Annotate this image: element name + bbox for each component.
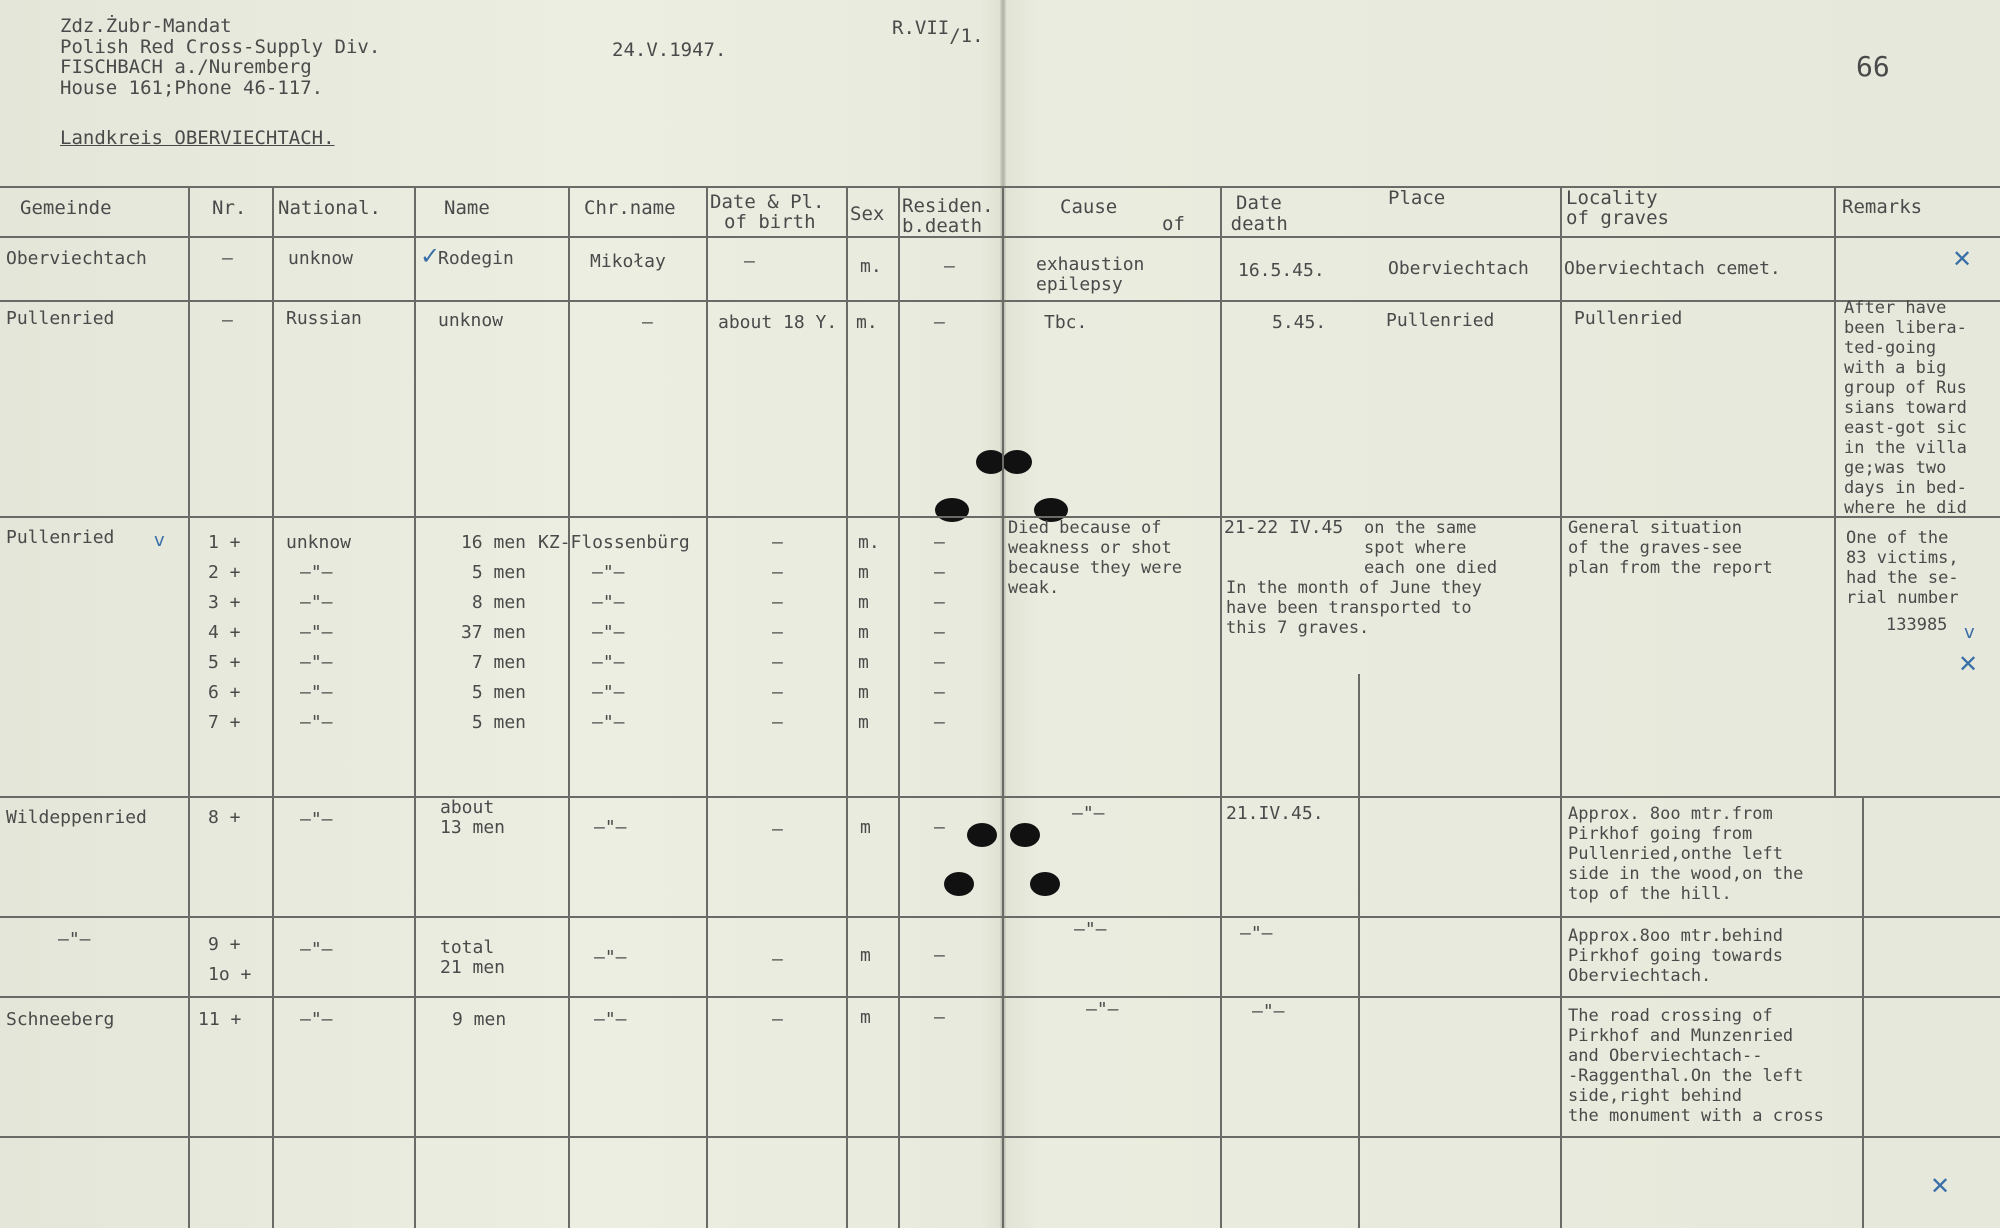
cell-birth: – [772, 949, 783, 970]
col-header-national: National. [278, 197, 381, 219]
punch-hole [967, 823, 997, 847]
col-header-locality: Locality of graves [1566, 187, 1669, 229]
col-header-chr-name: Chr.name [584, 197, 676, 219]
table-rule [0, 300, 2000, 302]
col-header-sex: Sex [850, 203, 885, 225]
table-rule [0, 236, 2000, 238]
cell-gemeinde: –"– [58, 929, 91, 950]
cell-locality: Approx. 8oo mtr.from Pirkhof going from Pullenried,onthe left side in the wood,on the top of the hill. [1568, 804, 1804, 904]
cell-place: on the same spot where each one died [1364, 518, 1498, 578]
table-col-rule [272, 186, 274, 1228]
cell-chr-name: –"– [594, 1009, 627, 1030]
cell-gemeinde: Pullenried [6, 527, 115, 548]
cell-cause: exhaustion epilepsy [1036, 254, 1145, 295]
cell-national: unknow [288, 248, 354, 269]
org-line: House 161;Phone 46-117. [60, 77, 324, 99]
cell-date: 5.45. [1272, 312, 1327, 333]
cell-chr-list: KZ-Flossenbürg –"– –"– –"– –"– –"– –"– [538, 532, 690, 733]
cell-name: total 21 men [440, 937, 506, 978]
col-header-birth: Date & Pl. of birth [710, 191, 825, 233]
table-col-rule [1862, 796, 1864, 1228]
table-col-rule [188, 186, 190, 1228]
cell-gemeinde: Schneeberg [6, 1009, 115, 1030]
cell-nr: – [222, 248, 233, 269]
cell-date: –"– [1240, 923, 1273, 944]
cell-name: about 13 men [440, 797, 506, 838]
punch-hole [944, 872, 974, 896]
cell-cause: –"– [1086, 999, 1119, 1020]
cell-name: Rodegin [438, 248, 514, 269]
cell-locality: Pullenried [1574, 308, 1683, 329]
cell-nr: 11 + [198, 1009, 242, 1030]
cell-date: 21.IV.45. [1226, 803, 1324, 824]
table-col-rule [1358, 674, 1360, 1228]
cell-cause: Tbc. [1044, 312, 1088, 333]
cell-cause: –"– [1072, 803, 1105, 824]
cell-national: –"– [300, 1009, 333, 1030]
cell-birth: – [772, 1009, 783, 1030]
cell-chr-name: –"– [594, 817, 627, 838]
cell-sex: m. [856, 312, 878, 333]
punch-hole [1002, 450, 1032, 474]
table-col-rule [706, 186, 708, 1228]
cell-locality: The road crossing of Pirkhof and Munzenried and Oberviechtach-- -Raggenthal.On the left side,right behind the monument with a cross [1568, 1006, 1824, 1126]
reference-number: R.VII/1. [892, 17, 984, 47]
cell-residence: – [934, 312, 945, 333]
table-col-rule [1560, 186, 1562, 1228]
document-date: 24.V.1947. [612, 39, 727, 61]
cell-nr-list: 9 + 1o + [208, 934, 252, 985]
table-rule [0, 796, 2000, 798]
cell-sex: m. [860, 256, 882, 277]
cell-gemeinde: Wildeppenried [6, 807, 147, 828]
punch-hole [1030, 872, 1060, 896]
cell-date: 16.5.45. [1238, 260, 1325, 281]
cell-remarks: After have been libera- ted-going with a big group of Rus sians toward east-got sic in the villa ge;was two days in bed- where he did [1844, 298, 1967, 518]
cell-chr-name: –"– [594, 947, 627, 968]
col-header-date: Date [1236, 192, 1282, 214]
cell-national: –"– [300, 809, 333, 830]
cell-chr-name: – [642, 312, 653, 333]
page-number: 66 [1856, 50, 1890, 83]
cell-date: 21-22 IV.45 [1224, 517, 1344, 538]
punch-hole [935, 498, 969, 522]
cross-mark: ✕ [1952, 245, 1973, 273]
check-mark: v [1964, 622, 1975, 643]
cell-gemeinde: Oberviechtach [6, 248, 147, 269]
cell-cause: –"– [1074, 919, 1107, 940]
cell-place: Pullenried [1386, 310, 1495, 331]
table-col-rule [898, 186, 900, 1228]
cell-residence: – [934, 1007, 945, 1028]
cell-national: –"– [300, 939, 333, 960]
cell-residence: – [934, 945, 945, 966]
table-col-rule [414, 186, 416, 1228]
table-col-rule [1002, 186, 1004, 1228]
table-col-rule [1834, 186, 1836, 796]
table-col-rule [1220, 186, 1222, 1228]
cell-date: –"– [1252, 1001, 1285, 1022]
cell-national: Russian [286, 308, 362, 329]
cell-sex-list: m. m m m m m m [858, 532, 880, 733]
check-mark: v [154, 530, 165, 551]
org-line: Zdz.Żubr-Mandat [60, 15, 232, 37]
cross-mark: ✕ [1958, 650, 1979, 678]
cross-mark: ✕ [1930, 1172, 1951, 1200]
punch-hole [1010, 823, 1040, 847]
table-rule [0, 996, 2000, 998]
table-rule [0, 186, 2000, 188]
transport-note: In the month of June they have been transported to this 7 graves. [1226, 578, 1482, 638]
cell-national-list: unknow –"– –"– –"– –"– –"– –"– [286, 532, 352, 733]
col-header-residence: Residen. b.death [902, 195, 994, 237]
table-col-rule [846, 186, 848, 1228]
cell-name: 9 men [452, 1009, 507, 1030]
cell-remarks: One of the 83 victims, had the se- rial number 133985 [1846, 528, 1959, 635]
cell-residence-list: – – – – – – – [934, 532, 945, 733]
table-rule [0, 916, 2000, 918]
cell-sex: m [860, 945, 871, 966]
table-rule [0, 1136, 2000, 1138]
cell-name-list: 16 men 5 men 8 men 37 men 7 men 5 men 5 men [460, 532, 526, 733]
cell-sex: m [860, 817, 871, 838]
cell-nr: – [222, 310, 233, 331]
col-header-of-death: of death [1162, 213, 1288, 235]
col-header-cause: Cause [1060, 196, 1118, 218]
col-header-gemeinde: Gemeinde [20, 197, 112, 219]
cell-birth-list: – – – – – – – [772, 532, 783, 733]
org-line: FISCHBACH a./Nuremberg [60, 56, 312, 78]
cell-name: unknow [438, 310, 504, 331]
cell-residence: – [934, 817, 945, 838]
col-header-nr: Nr. [212, 197, 247, 219]
cell-locality: Approx.8oo mtr.behind Pirkhof going towards Oberviechtach. [1568, 926, 1783, 986]
district-title: Landkreis OBERVIECHTACH. [60, 127, 335, 149]
col-header-remarks: Remarks [1842, 196, 1923, 218]
cell-gemeinde: Pullenried [6, 308, 115, 329]
org-line: Polish Red Cross-Supply Div. [60, 36, 381, 58]
cell-sex: m [860, 1007, 871, 1028]
cell-birth: – [744, 251, 755, 272]
cell-nr-list: 1 + 2 + 3 + 4 + 5 + 6 + 7 + [208, 532, 241, 733]
col-header-place: Place [1388, 187, 1446, 209]
cell-locality: Oberviechtach cemet. [1564, 258, 1781, 279]
check-mark: ✓ [420, 242, 441, 270]
cell-locality: General situation of the graves-see plan from the report [1568, 518, 1773, 578]
cell-birth: – [772, 819, 783, 840]
col-header-name: Name [444, 197, 490, 219]
cell-cause: Died because of weakness or shot because they were weak. [1008, 518, 1182, 598]
cell-nr: 8 + [208, 807, 241, 828]
cell-residence: – [944, 256, 955, 277]
cell-birth: about 18 Y. [718, 312, 838, 333]
cell-place: Oberviechtach [1388, 258, 1529, 279]
cell-chr-name: Mikołay [590, 251, 666, 272]
